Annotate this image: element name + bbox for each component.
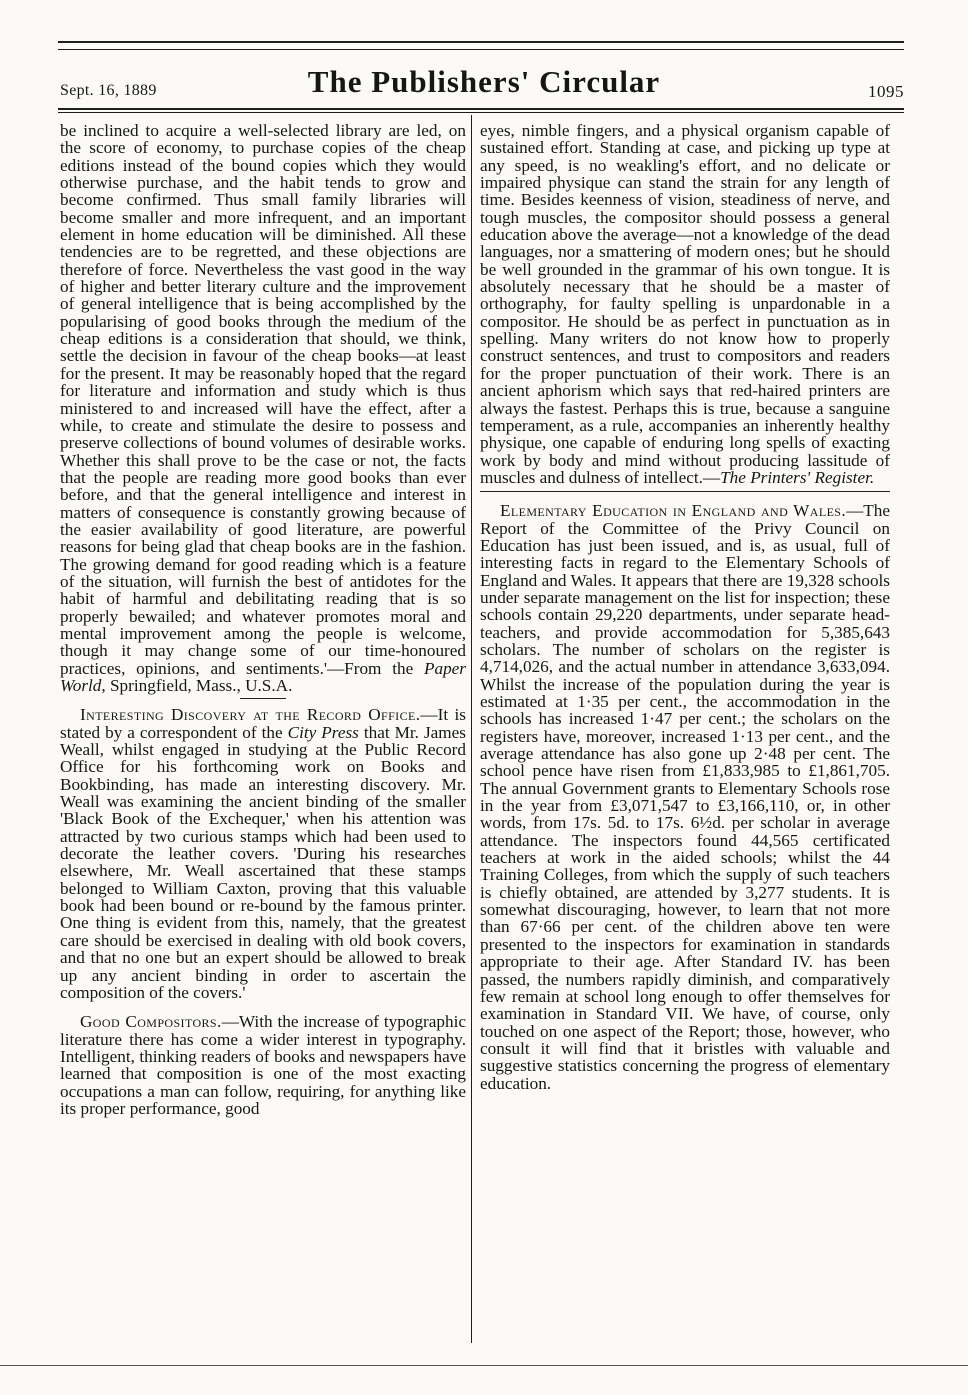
column-divider bbox=[471, 115, 472, 1343]
top-rule bbox=[58, 41, 904, 43]
education-text: —The Report of the Committee of the Privy Council on Education has just been issued, and is, as usual, full of interesting facts in regard to the Elementary Schools of England and Wales. It appears that there are 19,328 schools under separate management on the list for inspection; these schools contain 29,220 departments, under separate head-teachers, and provide accommodation for 5,385,643 scholars. The number of scholars on the register is 4,714,026, and the actual number in attendance 3,633,094. Whilst the increase of the population during the year is estimated at 1·35 per cent., the accommodation in the schools has increased 1·47 per cent.; the scholars on the registers have, moreover, increased 1·13 per cent., and the average attendance has also gone up 2·48 per cent. The school pence have risen from £1,833,985 to £1,861,705. The annual Government grants to Elementary Schools rose in the year from £3,071,547 to £3,166,110, or, in other words, from 17s. 5d. to 17s. 6½d. per scholar in average attendance. The inspectors found 44,565 certificated teachers at work in the aided schools; whilst the 44 Training Colleges, from which the supply of such teachers is chiefly obtained, are attended by 3,277 students. It is somewhat discouraging, however, to learn that not more than 67·66 per cent. of the children above ten were presented to the inspectors for examination in standards appropriate to their age. After Standard IV. has been passed, the numbers rapidly diminish, and comparatively few remain at school long enough to offer themselves for examination in Standard VII. We have, of course, only touched on one aspect of the Report; those, however, who consult it will find that it bristles with valuable and suggestive statistics concerning the progress of elementary education. bbox=[480, 501, 890, 1093]
printers-register-citation: The Printers' Register. bbox=[720, 467, 875, 487]
record-office-source: City Press bbox=[287, 722, 359, 742]
source-citation: Paper World bbox=[60, 658, 466, 695]
header-rule-thin bbox=[58, 112, 904, 113]
right-column bbox=[480, 122, 890, 1092]
cheap-books-paragraph bbox=[60, 122, 466, 694]
compositors-continued bbox=[480, 122, 890, 486]
compositors-continued-text: eyes, nimble fingers, and a physical organism capable of sustained effort. Standing at case, and picking up type at any speed, is no weakling's effort, and no delicate or impaired physique can stand the strain for any length of time. Besides keenness of vision, steadiness of nerve, and tough muscles, the compositor should possess a general education above the average—not a knowledge of the dead languages, nor a smattering of modern ones; but he should be well grounded in the grammar of his own tongue. It is absolutely necessary that he should be a master of orthography, for faulty spelling is unpardonable in a compositor. He should be as perfect in punctuation as in spelling. Many writers do not know how to properly construct sentences, and trust to compositors and readers for the proper punctuation of their work. There is an ancient aphorism which says that red-haired printers are always the fastest. Perhaps this is true, because a sanguine temperament, as a rule, accompanies an inherently healthy physique, one capable of enduring long spells of exacting work by body and mind without producing lassitude of muscles and dulness of intellect.— bbox=[480, 121, 890, 487]
header-rule bbox=[58, 108, 904, 110]
compositors-heading: Good Compositors. bbox=[80, 1012, 222, 1032]
record-office-text-2: that Mr. James Weall, whilst engaged in studying at the Public Record Office for his forthcoming work on Books and Bookbinding, has made an interesting discovery. Mr. Weall was examining the ancient binding of the smaller 'Black Book of the Exchequer,' when his attention was attracted by two curious stamps which had been used to decorate the leather covers. 'During his researches elsewhere, Mr. Weall ascertained that these stamps belonged to William Caxton, proving that this valuable book had been bound or re-bound by the famous printer. One thing is evident from this, namely, that the greatest care should be exercised in dealing with old book covers, and that no one but an expert should be allowed to break up any ancient binding in order to ascertain the composition of the covers.' bbox=[60, 722, 466, 1002]
education-article bbox=[480, 502, 890, 1092]
compositors-article bbox=[60, 1013, 466, 1117]
cheap-books-text: be inclined to acquire a well-selected library are led, on the score of economy, to purchase copies of the cheap editions instead of the bound copies which they would otherwise purchase, and the habit tends to grow and become confirmed. Thus small family libraries will become smaller and more infrequent, and an important element in home education will be diminished. All these tendencies are to be regretted, and these objections are therefore of force. Nevertheless the vast good in the way of higher and better literary culture and the improvement of general intelligence that is being accomplished by the popularising of good books through the medium of the cheap editions is a consideration that should, we think, settle the decision in favour of the cheap books—at least for the present. It may be reasonably hoped that the regard for literature and information and study which is thus ministered to and increased will have the effect, after a while, to create and stimulate the desire to possess and preserve collections of bound volumes of desirable works. Whether this shall prove to be the case or not, the facts that the people are reading more good books than ever before, and that the general intelligence and interest in matters of consequence is constantly growing because of the easier availability of good literature, are powerful reasons for being glad that cheap books are in the fashion. The growing demand for good reading which is a feature of the situation, will furnish the best of antidotes for the habit of harmful and debilitating reading that is so properly bewailed; and whatever promotes moral and mental improvement among the people is welcome, though it may change some of our time-honoured practices, opinions, and sentiments.'—From the bbox=[60, 121, 466, 678]
issue-date: Sept. 16, 1889 bbox=[60, 82, 157, 99]
page-number: 1095 bbox=[868, 82, 904, 101]
publication-title: The Publishers' Circular bbox=[307, 64, 661, 99]
section-rule bbox=[480, 491, 890, 492]
page-bottom-edge bbox=[0, 1365, 968, 1366]
section-separator bbox=[240, 698, 286, 699]
left-column bbox=[60, 122, 466, 1117]
compositors-text: —With the increase of typographic literature there has come a wider interest in typography. Intelligent, thinking readers of books and newspapers have learned that composition is one of the most exacting occupations a man can follow, requiring, for anything like its proper performance, good bbox=[60, 1012, 466, 1118]
education-heading: Elementary Education in England and Wales. bbox=[500, 501, 847, 521]
record-office-heading: Interesting Discovery at the Record Office. bbox=[80, 705, 421, 725]
record-office-text-1: —It is stated by a correspondent of the bbox=[60, 705, 466, 742]
source-location: , Springfield, Mass., U.S.A. bbox=[101, 676, 293, 695]
top-rule-thin bbox=[58, 49, 904, 50]
record-office-article bbox=[60, 706, 466, 1001]
